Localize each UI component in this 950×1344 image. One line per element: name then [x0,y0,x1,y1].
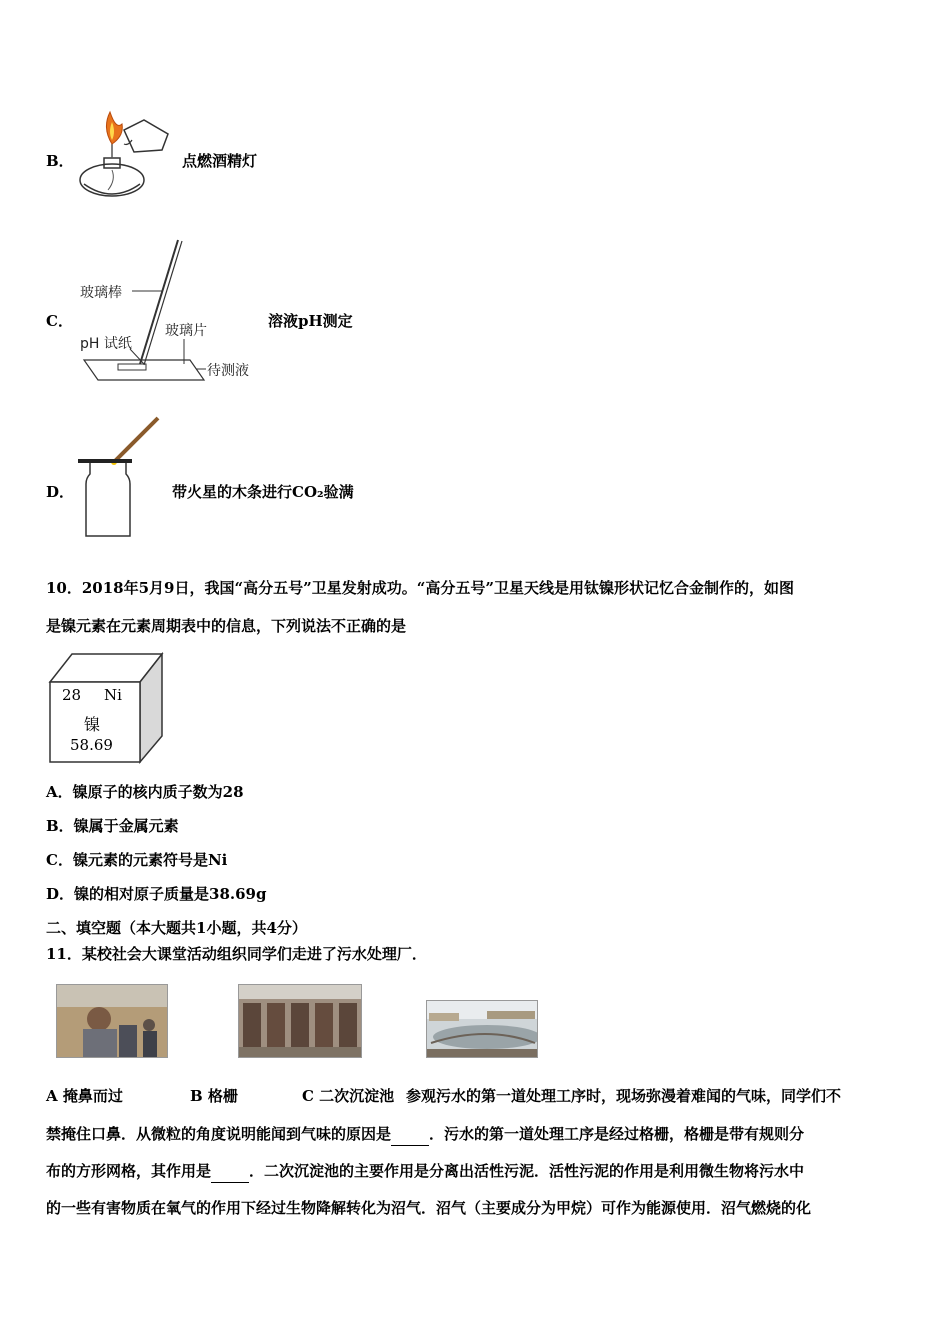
q10-option-b: B．镍属于金属元素 [46,817,179,835]
alcohol-lamp-figure [72,100,176,208]
answer-blank-2[interactable] [211,1160,249,1183]
caption-b: B 格栅 [190,1087,238,1105]
element-symbol: Ni [104,686,122,704]
option-d-text: 带火星的木条进行CO₂验满 [172,483,354,501]
label-test-liquid: 待测液 [207,363,249,379]
q11-para-line3a: 布的方形网格，其作用是 [46,1162,212,1180]
photo-sedimentation-tank [426,1000,538,1058]
q11-para-line4: 的一些有害物质在氧气的作用下经过生物降解转化为沼气．沼气（主要成分为甲烷）可作为能源使用．沼气燃烧的化 [46,1199,812,1217]
caption-c: C 二次沉淀池 [302,1087,395,1105]
option-c-letter: C． [46,312,73,330]
label-glass-rod: 玻璃棒 [80,285,122,301]
gas-jar-figure [74,412,166,542]
label-glass-plate: 玻璃片 [165,323,207,339]
answer-blank-1[interactable] [391,1123,429,1146]
q11-para-line2a: 禁掩住口鼻．从微粒的角度说明能闻到气味的原因是 [46,1125,392,1143]
q10-option-d: D．镍的相对原子质量是38.69g [46,885,267,903]
q10-stem-line1: 10．2018年5月9日，我国“高分五号”卫星发射成功。“高分五号”卫星天线是用钛镍形状记忆合金制作的，如图 [46,579,795,597]
caption-a: A 掩鼻而过 [46,1087,123,1105]
option-b-letter: B． [46,152,74,170]
option-d-letter: D． [46,483,75,501]
photo-cover-nose [56,984,168,1058]
q10-option-a: A．镍原子的核内质子数为28 [46,783,244,801]
section2-title: 二、填空题（本大题共1小题，共4分） [46,919,307,937]
element-number: 28 [62,686,82,704]
q11-para-line3 [46,1160,804,1183]
q11-para-line2b: ．污水的第一道处理工序是经过格栅，格栅是带有规则分 [429,1125,805,1143]
q11-para-line3b: ．二次沉淀池的主要作用是分离出活性污泥．活性污泥的作用是利用微生物将污水中 [249,1162,805,1180]
photo-grille [238,984,362,1058]
q11-para-line1: 参观污水的第一道处理工序时，现场弥漫着难闻的气味，同学们不 [406,1087,842,1105]
q10-stem-line2: 是镍元素在元素周期表中的信息，下列说法不正确的是 [46,617,407,635]
label-ph-paper: pH 试纸 [80,336,132,352]
q11-stem: 11．某校社会大课堂活动组织同学们走进了污水处理厂． [46,945,427,963]
element-name: 镍 [84,715,101,734]
element-card [48,652,166,764]
q10-option-c: C．镍元素的元素符号是Ni [46,851,228,869]
q11-para-line2 [46,1123,804,1146]
option-b-text: 点燃酒精灯 [182,152,258,170]
element-mass: 58.69 [70,736,113,754]
option-c-text: 溶液pH测定 [268,312,353,330]
